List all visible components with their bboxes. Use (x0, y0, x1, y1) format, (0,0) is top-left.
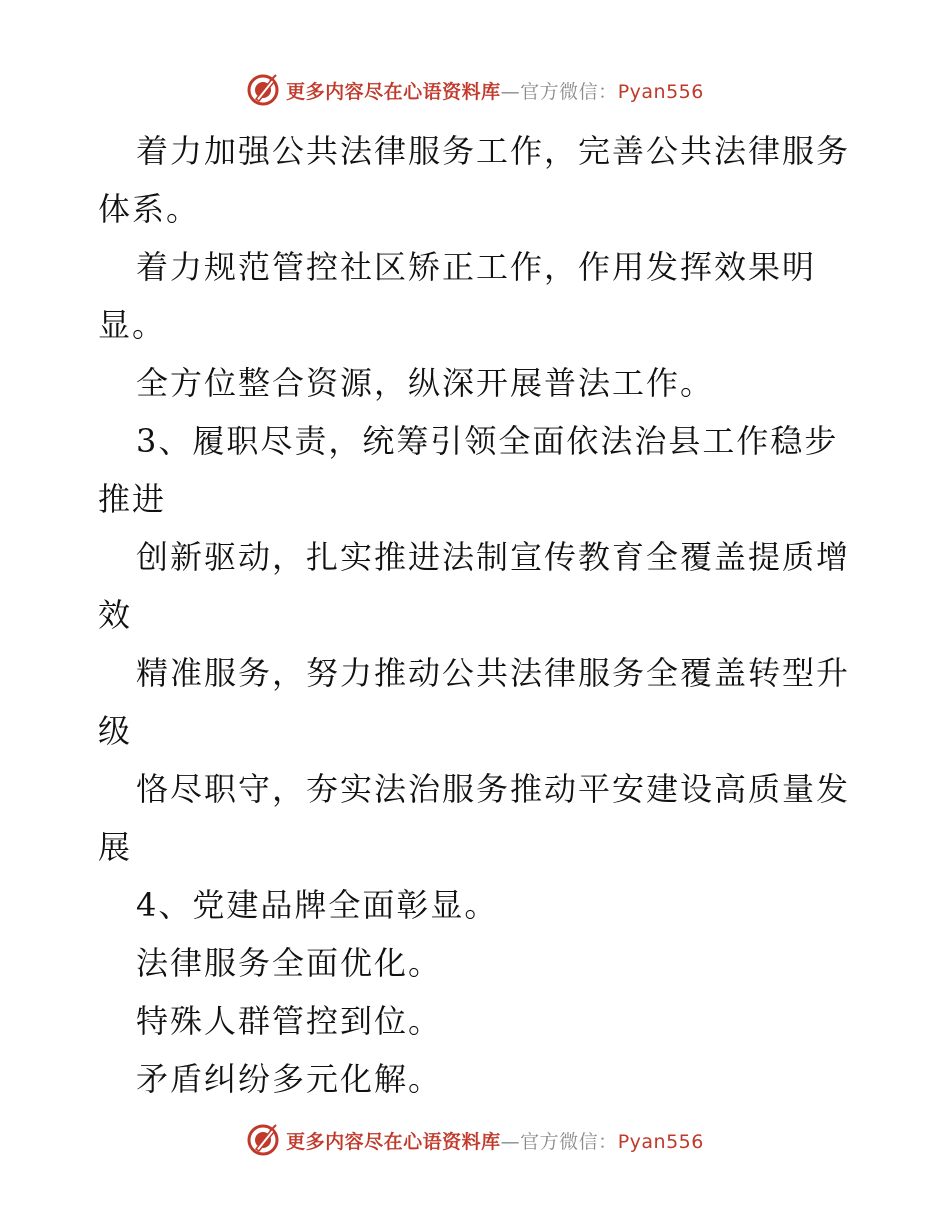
watermark-wechat-id: Pyan556 (617, 1130, 704, 1153)
watermark-sub-text: 官方微信： (520, 80, 618, 103)
document-body (98, 122, 858, 1108)
paragraph: 法律服务全面优化。 (136, 944, 443, 982)
paragraph: 4、党建品牌全面彰显。 (136, 886, 499, 924)
header-watermark (0, 70, 950, 110)
paragraph: 创新驱动，扎实推进法制宣传教育全覆盖提质增效 (98, 538, 851, 634)
paragraph: 恪尽职守，夯实法治服务推动平安建设高质量发展 (98, 770, 851, 866)
watermark-wechat-id: Pyan556 (617, 80, 704, 103)
watermark-main-text: 更多内容尽在心语资料库 (286, 1130, 501, 1153)
quill-logo-icon (246, 73, 280, 107)
watermark-sub-text: 官方微信： (520, 1130, 618, 1153)
watermark-main-text: 更多内容尽在心语资料库 (286, 80, 501, 103)
paragraph: 3、履职尽责，统筹引领全面依法治县工作稳步推进 (98, 422, 839, 518)
watermark-dash: — (500, 80, 521, 103)
watermark-text (286, 1127, 704, 1154)
paragraph: 着力加强公共法律服务工作，完善公共法律服务体系。 (98, 132, 851, 228)
paragraph: 着力规范管控社区矫正工作，作用发挥效果明显。 (98, 248, 817, 344)
paragraph: 特殊人群管控到位。 (136, 1002, 443, 1040)
paragraph: 矛盾纠纷多元化解。 (136, 1060, 443, 1098)
quill-logo-icon (246, 1123, 280, 1157)
paragraph: 精准服务，努力推动公共法律服务全覆盖转型升级 (98, 654, 851, 750)
watermark-dash: — (500, 1130, 521, 1153)
paragraph: 全方位整合资源，纵深开展普法工作。 (136, 364, 715, 402)
watermark-text (286, 77, 704, 104)
footer-watermark (0, 1120, 950, 1160)
